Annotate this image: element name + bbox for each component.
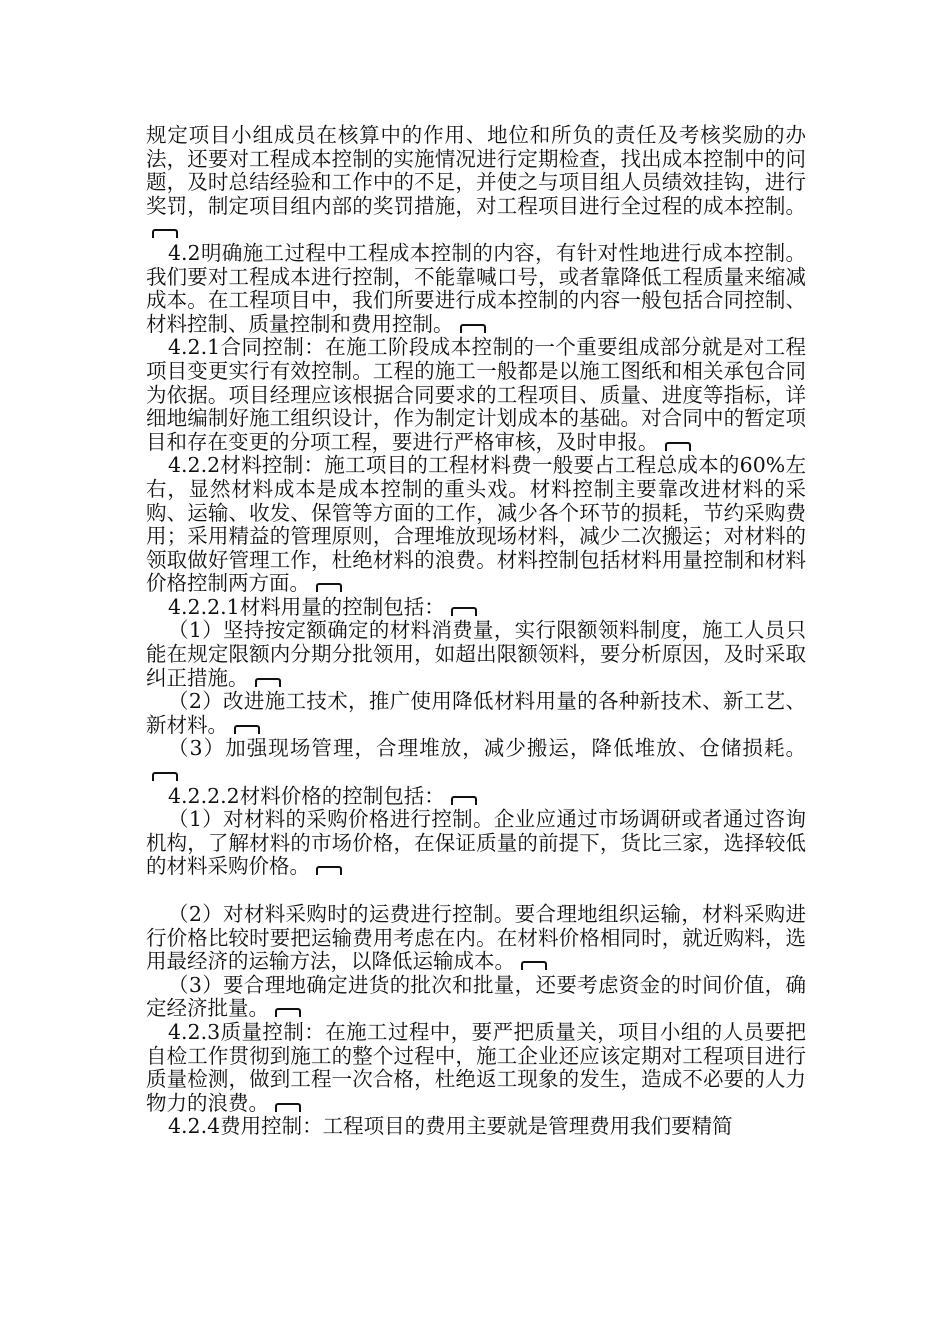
paragraph <box>146 1115 806 1139</box>
paragraph <box>146 1021 806 1115</box>
paragraph <box>146 808 806 879</box>
paragraph-mark-icon <box>451 607 477 616</box>
paragraph-mark-icon <box>316 583 342 592</box>
paragraph-text: 4.2.2.1材料用量的控制包括： <box>168 594 445 619</box>
paragraph <box>146 242 806 336</box>
paragraph-text: （2）对材料采购时的运费进行控制。要合理地组织运输，材料采购进行价格比较时要把运输费用考虑在内。在材料价格相同时，就近购料，选用最经济的运输方法，以降低运输成本。 <box>146 902 806 974</box>
paragraph-text: 4.2.1合同控制：在施工阶段成本控制的一个重要组成部分就是对工程项目变更实行有效控制。工程的施工一般都是以施工图纸和相关承包合同为依据。项目经理应该根据合同要求的工程项目、质量、进度等指标，详细地编制好施工组织设计，作为制定计划成本的基础。对合同中的暂定项目和存在变更的分项工程，要进行严格审核，及时申报。 <box>146 335 806 454</box>
paragraph <box>146 596 806 620</box>
paragraph <box>146 974 806 1021</box>
paragraph-mark-icon <box>451 796 477 805</box>
paragraph-text: 4.2明确施工过程中工程成本控制的内容，有针对性地进行成本控制。我们要对工程成本进行控制，不能靠喊口号，或者靠降低工程质量来缩减成本。在工程项目中，我们所要进行成本控制的内容一般包括合同控制、材料控制、质量控制和费用控制。 <box>146 240 806 336</box>
document-body <box>146 124 806 1139</box>
paragraph <box>146 124 806 242</box>
paragraph-text: 4.2.2.2材料价格的控制包括： <box>168 783 445 808</box>
paragraph <box>146 785 806 809</box>
paragraph <box>146 903 806 974</box>
paragraph <box>146 690 806 737</box>
paragraph-mark-icon <box>152 229 178 238</box>
paragraph-mark-icon <box>665 442 691 451</box>
paragraph-text: （3）要合理地确定进货的批次和批量，还要考虑资金的时间价值，确定经济批量。 <box>146 972 806 1021</box>
paragraph-text: 4.2.4费用控制：工程项目的费用主要就是管理费用我们要精简 <box>168 1114 733 1139</box>
paragraph-text: （3）加强现场管理，合理堆放，减少搬运，降低堆放、仓储损耗。 <box>168 736 806 761</box>
paragraph-mark-icon <box>275 1008 301 1017</box>
paragraph <box>146 619 806 690</box>
paragraph-text: 4.2.2材料控制：施工项目的工程材料费一般要占工程总成本的60%左右，显然材料成本是成本控制的重头戏。材料控制主要靠改进材料的采购、运输、收发、保管等方面的工作，减少各个环节的损耗，节约采购费用；采用精益的管理原则，合理堆放现场材料，减少二次搬运；对材料的领取做好管理工作，杜绝材料的浪费。材料控制包括材料用量控制和材料价格控制两方面。 <box>146 453 806 596</box>
paragraph <box>146 336 806 454</box>
paragraph-text: 规定项目小组成员在核算中的作用、地位和所负的责任及考核奖励的办法，还要对工程成本控制的实施情况进行定期检查，找出成本控制中的问题，及时总结经验和工作中的不足，并使之与项目组人员绩效挂钩，进行奖罚，制定项目组内部的奖罚措施，对工程项目进行全过程的成本控制。 <box>146 123 806 218</box>
paragraph-mark-icon <box>316 866 342 875</box>
paragraph-mark-icon <box>521 961 547 970</box>
paragraph-text: （2）改进施工技术，推广使用降低材料用量的各种新技术、新工艺、新材料。 <box>146 689 806 737</box>
paragraph-mark-icon <box>234 725 260 734</box>
page-break-gap <box>146 879 806 903</box>
paragraph-text: （1）坚持按定额确定的材料消费量，实行限额领料制度，施工人员只能在规定限额内分期分批领用，如超出限额领料，要分析原因，及时采取纠正措施。 <box>146 618 806 690</box>
paragraph <box>146 737 806 784</box>
paragraph-text: （1）对材料的采购价格进行控制。企业应通过市场调研或者通过咨询机构，了解材料的市场价格，在保证质量的前提下，货比三家，选择较低的材料采购价格。 <box>146 807 806 879</box>
paragraph-mark-icon <box>275 1103 301 1112</box>
paragraph-text: 4.2.3质量控制：在施工过程中，要严把质量关，项目小组的人员要把自检工作贯彻到施工的整个过程中，施工企业还应该定期对工程项目进行质量检测，做到工程一次合格，杜绝返工现象的发生，造成不必要的人力物力的浪费。 <box>146 1019 806 1115</box>
paragraph-mark-icon <box>460 324 486 333</box>
paragraph-mark-icon <box>152 772 178 781</box>
paragraph <box>146 454 806 596</box>
paragraph-mark-icon <box>255 678 281 687</box>
